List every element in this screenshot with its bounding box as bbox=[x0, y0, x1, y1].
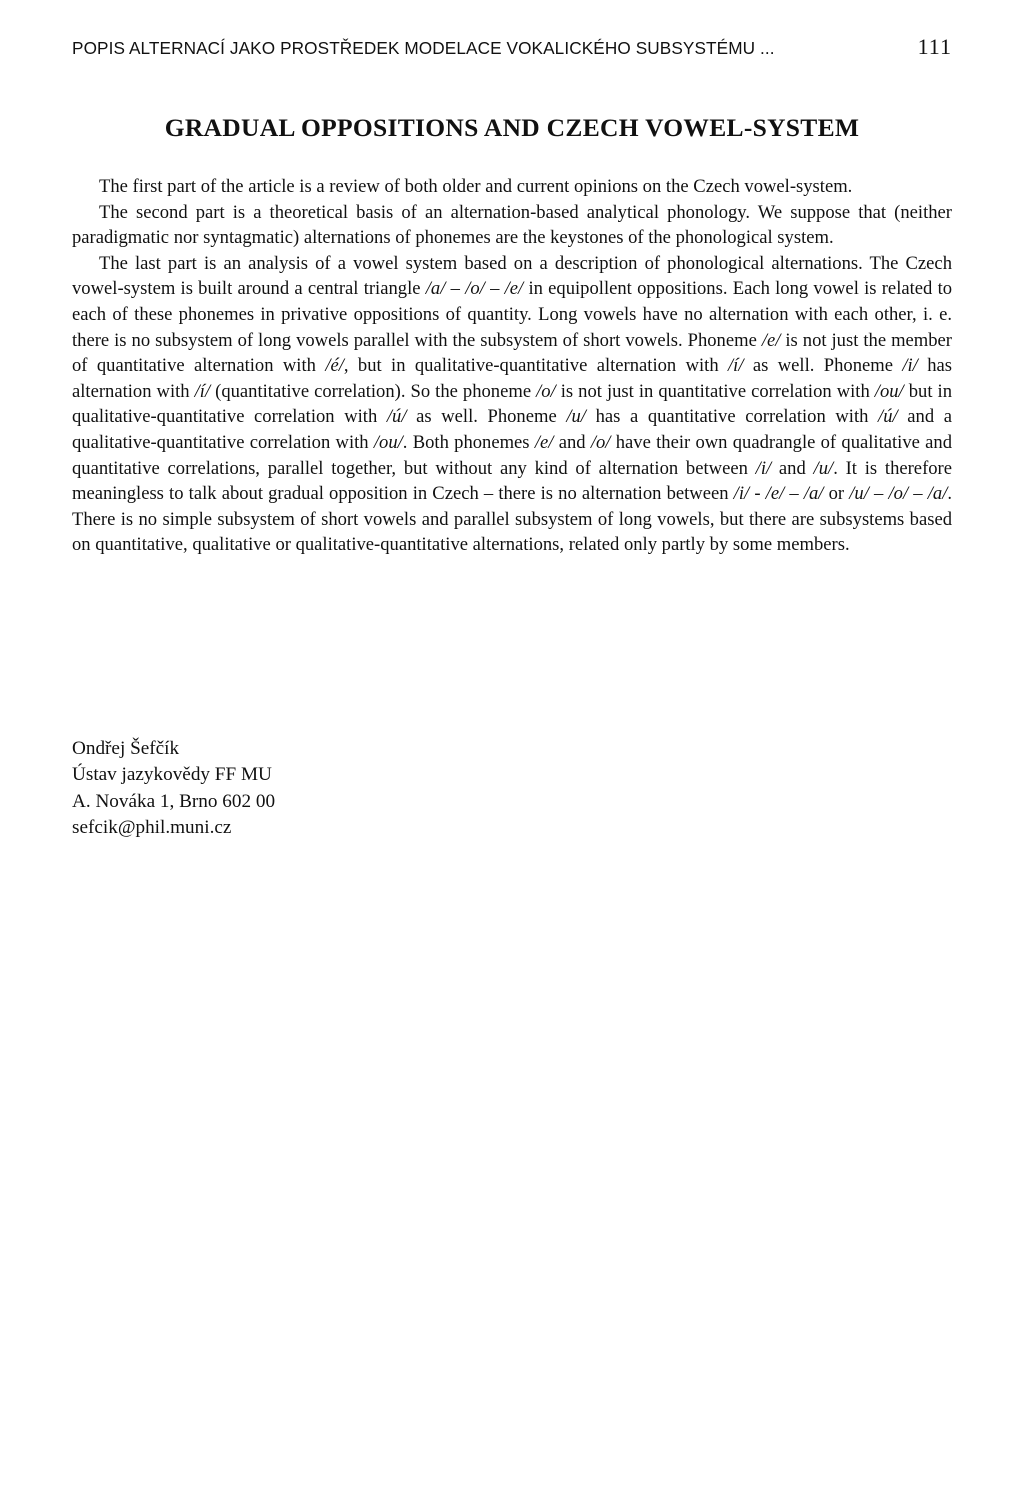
text-segment: and a qualitative-quantitative correlation with bbox=[72, 406, 952, 453]
author-email: sefcik@phil.muni.cz bbox=[72, 817, 232, 839]
phoneme: /a/ bbox=[803, 483, 824, 505]
phoneme: /e/ bbox=[534, 431, 554, 453]
phoneme: /é/ bbox=[325, 355, 344, 377]
text-segment: as well. Phoneme bbox=[406, 406, 567, 428]
text-segment: has a quantitative correlation with bbox=[585, 406, 879, 428]
author-name: Ondřej Šefčík bbox=[72, 738, 180, 759]
phoneme: /u/ bbox=[849, 483, 869, 505]
text-segment: The first part of the article is a review of both older and current opinions on the Czech vowel-system. bbox=[99, 176, 853, 197]
phoneme: /u/ bbox=[566, 406, 586, 428]
phoneme: /o/ bbox=[590, 431, 611, 453]
phoneme: /i/ bbox=[733, 483, 750, 505]
text-segment: . There is no simple subsystem of short vowels and parallel subsystem of long vowels, but there are subsystems based on quantitative, qualitative or qualitative-quantitative alternations, related only partly by some members. bbox=[72, 483, 953, 556]
running-head bbox=[72, 34, 952, 60]
abstract bbox=[72, 174, 952, 558]
phoneme: /a/ bbox=[927, 483, 948, 505]
text-segment: (quantitative correlation). So the phoneme bbox=[210, 380, 537, 402]
text-segment: is not just the member of quantitative alternation with bbox=[72, 329, 952, 377]
phoneme: /ou/ bbox=[373, 431, 403, 453]
abstract-paragraph bbox=[72, 200, 952, 251]
running-title: POPIS ALTERNACÍ JAKO PROSTŘEDEK MODELACE VOKALICKÉHO SUBSYSTÉMU ... bbox=[72, 38, 775, 58]
text-segment: – bbox=[908, 483, 928, 505]
text-segment: – bbox=[868, 483, 889, 505]
author-institute: Ústav jazykovědy FF MU bbox=[72, 764, 272, 786]
phoneme: /e/ bbox=[765, 483, 785, 505]
phoneme: /o/ bbox=[536, 380, 556, 402]
phoneme: /u/ bbox=[813, 457, 834, 479]
phoneme: /o/ bbox=[465, 278, 485, 300]
text-segment: – bbox=[445, 278, 466, 300]
text-segment: has alternation with bbox=[72, 355, 952, 402]
text-segment: have their own quadrangle of qualitative and quantitative correlations, parallel together, but without any kind of alternation between bbox=[72, 431, 952, 479]
phoneme: /e/ bbox=[761, 329, 781, 351]
text-segment: but in qualitative-quantitative correlation with bbox=[72, 380, 952, 428]
author-block bbox=[72, 736, 275, 842]
phoneme: /ú/ bbox=[878, 406, 898, 428]
phoneme: /í/ bbox=[194, 380, 211, 402]
text-segment: or bbox=[823, 483, 850, 505]
phoneme: /a/ bbox=[425, 278, 446, 300]
phoneme: /o/ bbox=[888, 483, 909, 505]
phoneme: /e/ bbox=[504, 278, 524, 300]
abstract-paragraph bbox=[72, 174, 952, 200]
text-segment: and bbox=[553, 431, 591, 453]
text-segment: as well. Phoneme bbox=[743, 355, 903, 377]
phoneme: /ú/ bbox=[386, 406, 407, 428]
page-number: 111 bbox=[917, 34, 952, 59]
text-segment: The second part is a theoretical basis of an alternation-based analytical phonology. We suppose that (neither paradigmatic nor syntagmatic) alternations of phonemes are the keystones of the phonological system. bbox=[72, 201, 952, 249]
text-segment: – bbox=[484, 278, 505, 300]
text-segment: in equipollent oppositions. Each long vowel is related to each of these phonemes in privative oppositions of quantity. Long vowels have no alternation with each other, i. e. there is no subsystem of long vowels parallel with the subsystem of short vowels. Phoneme bbox=[72, 278, 953, 351]
phoneme: /i/ bbox=[902, 355, 918, 377]
text-segment: . Both phonemes bbox=[402, 431, 535, 453]
text-segment: is not just in quantitative correlation with bbox=[555, 380, 875, 402]
text-segment: – bbox=[784, 483, 804, 505]
phoneme: /i/ bbox=[755, 457, 772, 479]
text-segment: - bbox=[749, 483, 766, 505]
abstract-paragraph bbox=[72, 251, 952, 558]
phoneme: /í/ bbox=[728, 355, 744, 377]
text-segment: The last part is an analysis of a vowel system based on a description of phonological alternations. The Czech vowel-system is built around a central triangle bbox=[72, 252, 952, 300]
phoneme: /ou/ bbox=[874, 380, 904, 402]
text-segment: , but in qualitative-quantitative alternation with bbox=[343, 355, 729, 377]
author-address: A. Nováka 1, Brno 602 00 bbox=[72, 790, 276, 812]
article-title: GRADUAL OPPOSITIONS AND CZECH VOWEL-SYSTEM bbox=[164, 113, 860, 142]
text-segment: . It is therefore meaningless to talk about gradual opposition in Czech – there is no alternation between bbox=[72, 457, 952, 505]
text-segment: and bbox=[771, 457, 814, 479]
